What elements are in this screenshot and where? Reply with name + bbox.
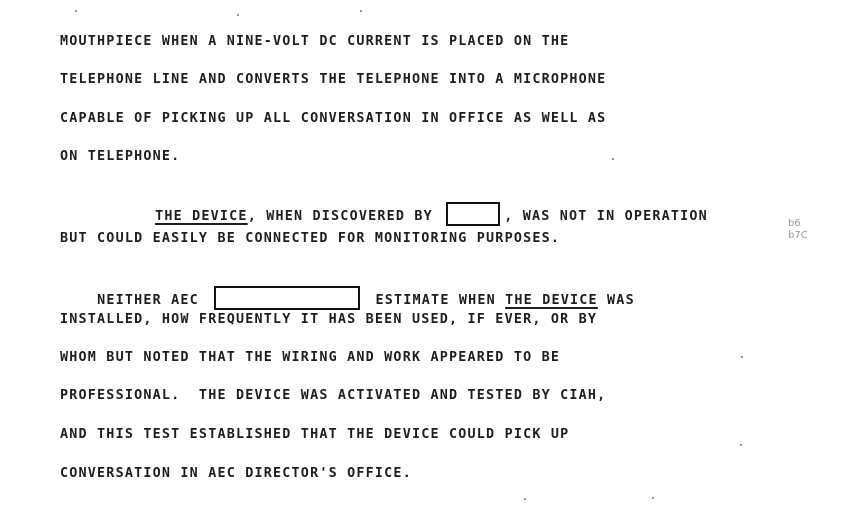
device-term: THE DEVICE: [155, 209, 248, 224]
exemption-code-b7c: b7C: [788, 230, 808, 241]
exemption-code-b6: b6: [788, 218, 801, 229]
text-line-6: BUT COULD EASILY BE CONNECTED FOR MONITORING PURPOSES.: [60, 231, 561, 246]
text-line-3: CAPABLE OF PICKING UP ALL CONVERSATION IN OFFICE AS WELL AS: [60, 111, 607, 126]
scan-speck: [612, 158, 614, 160]
redaction-box: [446, 202, 500, 226]
redaction-box: [214, 286, 360, 310]
text-segment: , WAS NOT IN OPERATION: [504, 209, 708, 224]
text-line-9: WHOM BUT NOTED THAT THE WIRING AND WORK APPEARED TO BE: [60, 350, 561, 365]
scan-speck: [524, 498, 526, 500]
text-line-1: MOUTHPIECE WHEN A NINE-VOLT DC CURRENT IS PLACED ON THE: [60, 34, 570, 49]
device-term: THE DEVICE: [505, 293, 598, 308]
text-line-11: AND THIS TEST ESTABLISHED THAT THE DEVICE COULD PICK UP: [60, 427, 570, 442]
text-segment: NEITHER AEC: [97, 293, 209, 308]
text-line-4: ON TELEPHONE.: [60, 149, 181, 164]
scan-speck: [75, 10, 77, 12]
text-line-2: TELEPHONE LINE AND CONVERTS THE TELEPHONE INTO A MICROPHONE: [60, 72, 607, 87]
scan-speck: [652, 497, 654, 499]
text-line-12: CONVERSATION IN AEC DIRECTOR'S OFFICE.: [60, 466, 412, 481]
text-line-8: INSTALLED, HOW FREQUENTLY IT HAS BEEN USED, IF EVER, OR BY: [60, 312, 598, 327]
text-segment: , WHEN DISCOVERED BY: [247, 209, 443, 224]
scan-speck: [740, 444, 742, 446]
text-segment: ESTIMATE WHEN: [366, 293, 506, 308]
scan-speck: [360, 10, 362, 12]
text-line-10: PROFESSIONAL. THE DEVICE WAS ACTIVATED AND TESTED BY CIAH,: [60, 388, 607, 403]
scan-speck: [741, 356, 743, 358]
scan-speck: [237, 14, 239, 16]
text-segment: WAS: [597, 293, 635, 308]
